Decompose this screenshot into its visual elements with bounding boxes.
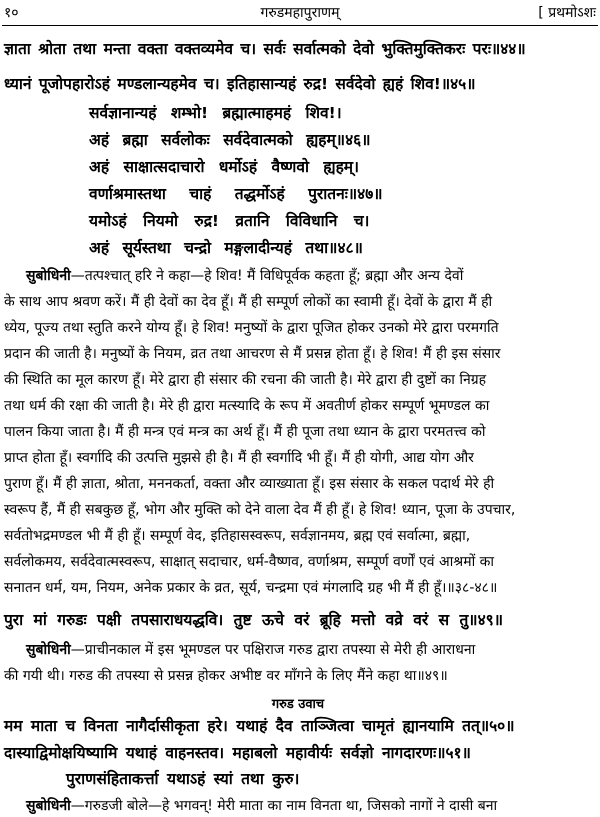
verse-44: ज्ञाता श्रोता तथा मन्ता वक्ता वक्तव्यमेव च। सर्वः सर्वात्मको देवो भुक्तिमुक्तिकरः परः॥४४॥ bbox=[4, 40, 526, 58]
verse-51: दास्याद्विमोक्षयिष्यामि यथाहं वाहनस्तव। महाबलो महावीर्यः सर्वज्ञो नागदारणः॥५१॥ bbox=[4, 744, 471, 762]
commentary-line: सर्वलोकमय, सर्वदेवात्मस्वरूप, साक्षात् सदाचार, धर्म-वैष्णव, वर्णाश्रम, सम्पूर्ण वर्णों एवं आश्रमों का bbox=[4, 554, 495, 570]
commentary-line: पालन किया जाता है। मैं ही मन्त्र एवं मन्त्र का अर्थ हूँ। मैं ही पूजा तथा ध्यान के द्वारा परमतत्त्व को bbox=[4, 424, 486, 440]
commentary-line: सुबोधिनी—प्राचीनकाल में इस भूमण्डल पर पक्षिराज गरुड द्वारा तपस्या से मेरी ही आराधना bbox=[26, 642, 476, 658]
commentary-line: के साथ आप श्रवण करें। मैं ही देवों का देव हूँ। मैं ही सम्पूर्ण लोकों का स्वामी हूँ। देवों के द्वारा मैं ही bbox=[4, 294, 493, 310]
commentary-line: की गयी थी। गरुड की तपस्या से प्रसन्न होकर अभीष्ट वर माँगने के लिए मैंने कहा था॥४९॥ bbox=[4, 668, 448, 684]
commentary-line: सर्वतोभद्रमण्डल भी मैं ही हूँ। सम्पूर्ण वेद, इतिहासस्वरूप, सर्वज्ञानमय, ब्रह्म एवं सर्वात्मा, ब्रह्मा, bbox=[4, 528, 471, 544]
section-title: [ प्रथमोऽशः bbox=[538, 5, 596, 21]
subodhini-label: सुबोधिनी bbox=[26, 642, 71, 658]
subodhini-label: सुबोधिनी bbox=[26, 268, 71, 284]
commentary-line: की स्थिति का मूल कारण हूँ। मेरे द्वारा ही संसार की रचना की जाती है। मेरे द्वारा ही दुष्टों का निग्रह bbox=[4, 372, 487, 388]
speaker-heading: गरुड उवाच bbox=[271, 697, 325, 712]
verse-47a: अहं साक्षात्सदाचारो धर्मोऽहं वैष्णवो ह्यहम्। bbox=[89, 158, 359, 176]
commentary-line: स्वरूप हैं, मैं ही सबकुछ हूँ, भोग और मुक्ति को देने वाला देव मैं ही हूँ। हे शिव! ध्यान, पूजा के उपचार, bbox=[4, 502, 516, 518]
verse-46b: अहं ब्रह्मा सर्वलोकः सर्वदेवात्मको ह्यहम्॥४६॥ bbox=[89, 131, 371, 149]
page-header bbox=[0, 0, 600, 27]
commentary-line: प्रदान की जाती है। मनुष्यों के नियम, व्रत तथा आचरण से मैं प्रसन्न होता हूँ। हे शिव! मैं ही इस संसार bbox=[4, 346, 501, 362]
page-number: १० bbox=[4, 5, 19, 21]
commentary-line: प्राप्त होता हूँ। स्वर्गादि की उत्पत्ति मुझसे ही है। मैं ही स्वर्गादि भी हूँ। मैं ही योगी, आद्य योग और bbox=[4, 450, 474, 466]
verse-45: ध्यानं पूजोपहारोऽहं मण्डलान्यहमेव च। इतिहासान्यहं रुद्र! सर्वदेवो ह्यहं शिव!॥४५॥ bbox=[4, 75, 476, 93]
commentary-line: सुबोधिनी—तत्पश्चात् हरि ने कहा—हे शिव! मैं विधिपूर्वक कहता हूँ; ब्रह्मा और अन्य देवों bbox=[26, 268, 464, 284]
commentary-line: ध्येय, पूज्य तथा स्तुति करने योग्य हूँ। हे शिव! मनुष्यों के द्वारा पूजित होकर उनको मेरे द्वारा परमगति bbox=[4, 320, 499, 336]
commentary-line: पुराण हूँ। मैं ही ज्ञाता, श्रोता, मननकर्ता, वक्ता और व्याख्याता हूँ। इस संसार के सकल पदार्थ मेरे ही bbox=[4, 476, 495, 492]
verse-50: मम माता च विनता नागैर्दासीकृता हरे। यथाहं दैव ताञ्जित्वा चामृतं ह्यानयामि तत्॥५०॥ bbox=[4, 717, 515, 735]
verse-46a: सर्वज्ञानान्यहं शम्भो! ब्रह्मात्माहमहं शिव!। bbox=[89, 104, 342, 122]
verse-48a: यमोऽहं नियमो रुद्र! व्रतानि विविधानि च। bbox=[89, 212, 370, 230]
book-title: गरुडमहापुराणम् bbox=[260, 5, 340, 21]
commentary-line: तथा धर्म की रक्षा की जाती है। मेरे ही द्वारा मत्स्यादि के रूप में अवतीर्ण होकर सम्पूर्ण भूमण्डल का bbox=[4, 398, 490, 414]
verse-52a: पुराणसंहिताकर्त्ता यथाऽहं स्यां तथा कुरु। bbox=[66, 770, 300, 788]
verse-47b: वर्णाश्रमास्तथा चाहं तद्धर्मोऽहं पुरातनः॥४७॥ bbox=[89, 185, 383, 203]
commentary-line: सनातन धर्म, यम, नियम, अनेक प्रकार के व्रत, सूर्य, चन्द्रमा एवं मंगलादि ग्रह भी मैं ही हूँ।॥३८-४८॥ bbox=[4, 580, 498, 596]
header-rule bbox=[2, 25, 598, 26]
verse-49: पुरा मां गरुडः पक्षी तपसाराधयद्धवि। तुष्ट ऊचे वरं ब्रूहि मत्तो वव्रे वरं स तु॥४९॥ bbox=[4, 611, 503, 629]
subodhini-label: सुबोधिनी bbox=[26, 798, 71, 814]
commentary-line: सुबोधिनी—गरुडजी बोले—हे भगवन्! मेरी माता का नाम विनता था, जिसको नागों ने दासी बना bbox=[26, 798, 498, 814]
verse-48b: अहं सूर्यस्तथा चन्द्रो मङ्गलादीन्यहं तथा॥४८॥ bbox=[89, 239, 363, 257]
